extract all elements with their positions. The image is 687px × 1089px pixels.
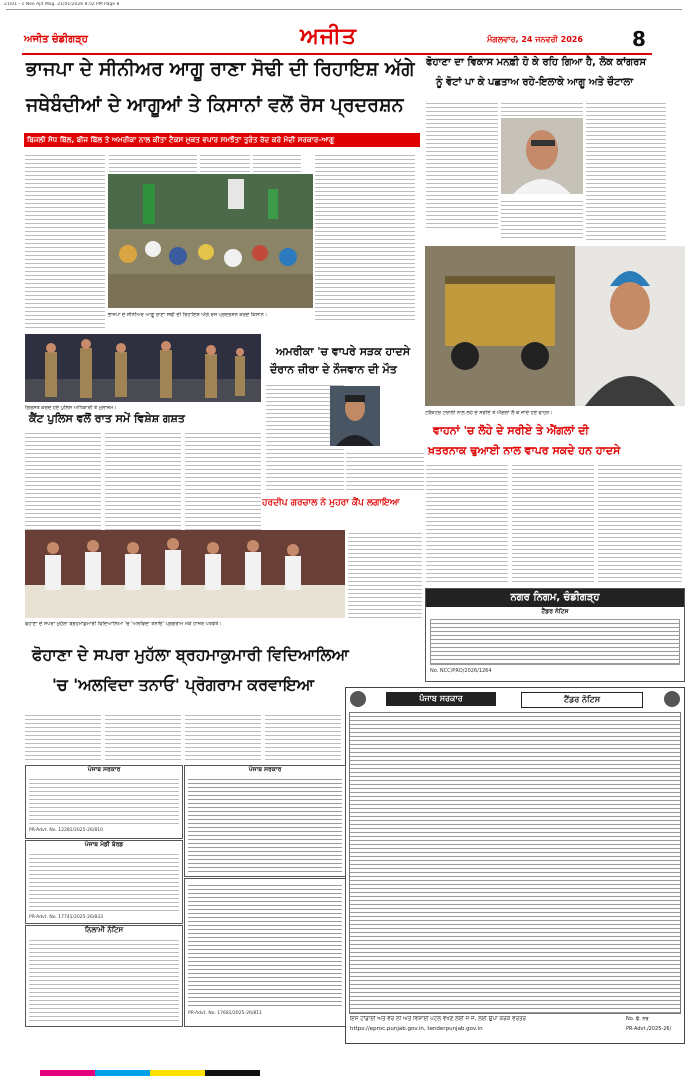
- tender-footer-line: ਇਸ ਟਾਂਡਾਈ ਅਤੇ ਵੇਰ ਲੀ ਅਤੇ ਵਿਸ਼ਾਈ ਪੋਟਲ ਵੇਖਣ ਲਈ ਜੋ ਜੇ, ਲਈ ਉਪਾ ਕਰਕੇ ਵਰਤਰੋ: [350, 1016, 526, 1022]
- vehicle-hazard-photo: [425, 246, 685, 406]
- lead-body-col-2-top: [109, 152, 197, 172]
- right-body-col-3: [586, 100, 666, 240]
- lead-body-col-5: [315, 152, 415, 322]
- print-slug: 21/01 - 1 Neo Ajit Mag. 21/01/2026 8:52 PM Page 8: [4, 2, 120, 7]
- small-ad-5-ref: PR-Advt. No. 17681/2025-26/811: [188, 1011, 262, 1016]
- small-ad-4-title: ਨਿਲਾਮੀ ਨੋਟਿਸ: [84, 926, 124, 934]
- tender-table: [349, 712, 681, 1014]
- accident-body-col-2: [346, 450, 424, 492]
- right-body-col-2-top: [501, 100, 583, 116]
- lead-body-col-1: [25, 152, 105, 330]
- masthead-rule: [22, 53, 652, 55]
- small-ad-1-title: ਪੰਜਾਬ ਸਰਕਾਰ: [87, 766, 121, 773]
- tender-footer-urls: https://eproc.punjab.gov.in, tenderpunjab.gov.in: [350, 1026, 483, 1032]
- lead-subhead-bar: [24, 133, 420, 147]
- punjab-govt-label-box: [386, 692, 496, 706]
- school-body-col-1: [25, 712, 101, 762]
- nagar-nigam-header: [426, 589, 684, 607]
- vehicle-photo-caption: ਟਰੈਕਟਰ ਟਰਾਲੀ ਨਾਲ ਲੋਹੇ ਦੇ ਸਰੀਏ ਤੇ ਐਂਗਲਾਂ ਲੈ ਕੇ ਜਾਂਦੇ ਹੋਏ ਵਾਹਨ।: [425, 410, 553, 416]
- vehicle-headline-2: ਖ਼ਤਰਨਾਕ ਢੁਆਈ ਨਾਲ ਵਾਪਰ ਸਕਦੇ ਹਨ ਹਾਦਸੇ: [428, 444, 621, 457]
- newspaper-logo: ਅਜੀਤ: [300, 24, 357, 49]
- vehicle-headline-1: ਵਾਹਨਾਂ 'ਚ ਲੋਹੇ ਦੇ ਸਰੀਏ ਤੇ ਐਂਗਲਾਂ ਦੀ: [433, 424, 589, 437]
- victim-portrait-illustration: [330, 386, 380, 446]
- school-body-col-3: [185, 712, 261, 762]
- lead-headline-2: ਜਥੇਬੰਦੀਆਂ ਦੇ ਆਗੂਆਂ ਤੇ ਕਿਸਾਨਾਂ ਵਲੋਂ ਰੋਸ ਪ੍ਰਦਰਸ਼ਨ: [26, 94, 404, 116]
- leader-portrait-photo: [501, 118, 583, 194]
- small-ad-4-body: [29, 937, 179, 1023]
- school-headline-1: ਫੋਹਾਣਾ ਦੇ ਸਪਰਾ ਮੁਹੱਲਾ ਬ੍ਰਹਮਾਕੁਮਾਰੀ ਵਿਦਿਆਲਿਆ: [32, 645, 349, 664]
- small-ad-1: [25, 765, 183, 839]
- small-ad-5: [184, 878, 346, 1027]
- punjab-govt-label: ਪੰਜਾਬ ਸਰਕਾਰ: [419, 694, 463, 703]
- issue-date: ਮੰਗਲਵਾਰ, 24 ਜਨਵਰੀ 2026: [487, 35, 583, 44]
- punjab-govt-emblem-icon: [350, 691, 366, 707]
- dept-emblem-icon: [664, 691, 680, 707]
- tender-notice-label-box: [521, 692, 643, 708]
- nagar-nigam-subtitle: ਟੈਂਡਰ ਨੋਟਿਸ: [541, 608, 569, 615]
- small-ad-2-title: ਪੰਜਾਬ ਸਰਕਾਰ: [248, 766, 282, 773]
- small-ad-1-ref: PR-Advt. No. 12281/2025-26/810: [29, 828, 103, 833]
- right-body-col-2-bottom: [501, 198, 583, 240]
- school-body-col-4: [265, 712, 341, 762]
- nagar-nigam-ad: [425, 588, 685, 682]
- small-ad-2: [184, 765, 346, 877]
- police-photo-caption: ਗਿਰਸਤ ਕਰਦੇ ਹੋਏ ਪੁਲਿਸ ਅਧਿਕਾਰੀ ਤੇ ਮੁਲਾਜ਼ਮ।: [25, 405, 117, 411]
- tender-footer-ref-2: PR-Advt./2025-26/: [626, 1026, 672, 1032]
- small-ad-5-body: [188, 882, 342, 1008]
- police-body-col-2: [105, 430, 181, 530]
- small-ad-3-ref: PR-Advt. No. 17741/2025-26/833: [29, 915, 103, 920]
- police-body-col-3: [185, 430, 261, 530]
- school-photo-caption: ਫੋਹਾਣਾ ਦੇ ਸਪਰਾ ਮੁਹੱਲਾ ਬ੍ਰਹਮਾਕੁਮਾਰੀ ਵਿਦਿਆਲਿਆ 'ਚ 'ਅਲਵਿਦਾ ਤਨਾਓ' ਪ੍ਰੋਗਰਾਮ ਮੌਕੇ ਹਾਜ਼ਰ ਪਤਵੰਤੇ।: [25, 621, 222, 627]
- lead-body-col-3-top: [200, 152, 250, 172]
- right-headline-1: ਫੋਹਾਣਾ ਦਾ ਵਿਕਾਸ ਮਨਫ਼ੀ ਹੋ ਕੇ ਰਹਿ ਗਿਆ ਹੈ, ਲੋਕ ਕਾਂਗਰਸ: [426, 57, 646, 68]
- police-body-col-1: [25, 430, 101, 530]
- small-ad-4: [25, 925, 183, 1027]
- lead-headline-1: ਭਾਜਪਾ ਦੇ ਸੀਨੀਅਰ ਆਗੂ ਰਾਣਾ ਸੋਢੀ ਦੀ ਰਿਹਾਇਸ਼ ਅੱਗੇ: [26, 58, 415, 80]
- small-ad-3-body: [29, 851, 179, 913]
- punjab-tender-ad: [345, 687, 685, 1044]
- tender-notice-label: ਟੈਂਡਰ ਨੋਟਿਸ: [563, 695, 601, 704]
- right-headline-2: ਨੂੰ ਵੋਟਾਂ ਪਾ ਕੇ ਪਛਤਾਅ ਰਹੇ-ਇਲਾਕੇ ਆਗੂ ਅਤੇ ਚੌਟਾਲਾ: [436, 77, 633, 88]
- police-patrol-photo: [25, 334, 261, 402]
- lead-body-col-4-top: [253, 152, 301, 172]
- school-program-photo: [25, 530, 345, 618]
- small-ad-1-body: [29, 776, 179, 826]
- school-side-text: [348, 530, 422, 618]
- small-ad-3-title: ਪੰਜਾਬ ਮੰਡੀ ਬੋਰਡ: [84, 841, 124, 848]
- victim-portrait-photo: [330, 386, 380, 446]
- accident-headline-2: ਦੌਰਾਨ ਜ਼ੀਰਾ ਦੇ ਨੌਜਵਾਨ ਦੀ ਮੌਤ: [270, 363, 397, 376]
- lead-protest-photo: [108, 174, 313, 308]
- nagar-nigam-table: [430, 619, 680, 665]
- small-ad-3: [25, 840, 183, 924]
- top-rule: [6, 9, 682, 10]
- protest-crowd-illustration: [108, 174, 313, 308]
- lead-photo-caption: ਭਾਜਪਾ ਦੇ ਸੀਨੀਅਰ ਆਗੂ ਰਾਣਾ ਸੋਢੀ ਦੀ ਰਿਹਾਇਸ਼ ਅੱਗੇ ਰੋਸ ਪ੍ਰਦਰਸ਼ਨ ਕਰਦੇ ਕਿਸਾਨ।: [108, 312, 268, 318]
- nagar-nigam-ref: No. NCC/PRO/2026/1264: [430, 668, 492, 674]
- school-program-illustration: [25, 530, 345, 618]
- school-headline-2: 'ਚ 'ਅਲਵਿਦਾ ਤਨਾਓ' ਪ੍ਰੋਗਰਾਮ ਕਰਵਾਇਆ: [52, 675, 315, 694]
- accident-subheadline: ਹਰਦੀਪ ਗਰਚਾਲ ਨੇ ਮੁਹਰਾ ਕੈਂਪ ਲਗਾਇਆ: [262, 498, 400, 508]
- small-ad-2-body: [188, 776, 342, 874]
- print-color-bar: [40, 1070, 260, 1076]
- vehicle-hazard-illustration: [425, 246, 685, 406]
- vehicle-body-col-2: [512, 462, 594, 582]
- school-body-col-2: [105, 712, 181, 762]
- section-label: ਅਜੀਤ ਚੰਡੀਗੜ੍ਹ: [24, 34, 88, 45]
- vehicle-body-col-3: [598, 462, 682, 582]
- tender-footer-ref: No. ਫੈ. ਨਰ: [626, 1016, 649, 1022]
- vehicle-body-col-1: [426, 462, 508, 582]
- leader-portrait-illustration: [501, 118, 583, 194]
- accident-headline-1: ਅਮਰੀਕਾ 'ਚ ਵਾਪਰੇ ਸੜਕ ਹਾਦਸੇ: [276, 345, 411, 358]
- right-body-col-1: [426, 100, 498, 228]
- police-patrol-illustration: [25, 334, 261, 402]
- page-number: 8: [632, 27, 646, 51]
- police-headline: ਕੈਂਟ ਪੁਲਿਸ ਵਲੋਂ ਰਾਤ ਸਮੇਂ ਵਿਸ਼ੇਸ਼ ਗਸ਼ਤ: [29, 412, 185, 425]
- nagar-nigam-title: ਨਗਰ ਨਿਗਮ, ਚੰਡੀਗੜ੍ਹ: [510, 592, 600, 603]
- lead-subhead: ਬਿਜਲੀ ਸੋਧ ਬਿੱਲ, ਬੀਜ ਬਿੱਲ ਤੇ ਅਮਰੀਕਾ ਨਾਲ ਕੀਤਾ ਟੈਕਸ ਮੁਕਤ ਵਪਾਰ ਸਮਝੌਤਾ ਤੁਰੰਤ ਰੱਦ ਕਰੇ ਮੋਦੀ ਸਰਕਾਰ-ਆਗੂ: [27, 135, 335, 144]
